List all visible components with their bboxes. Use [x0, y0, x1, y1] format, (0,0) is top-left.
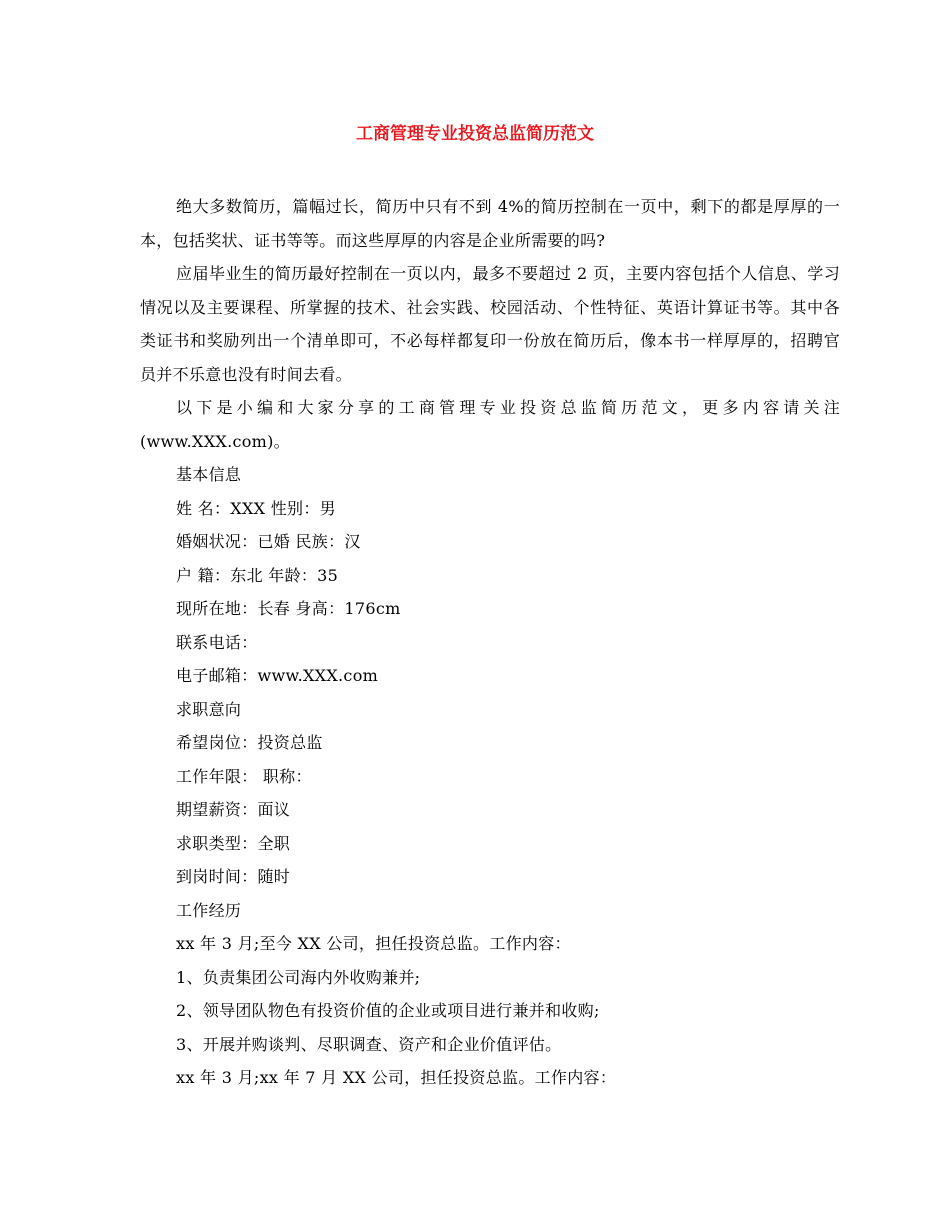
field-desired-position: 希望岗位：投资总监 [176, 733, 323, 752]
work-entry-1-header: xx 年 3 月;至今 XX 公司，担任投资总监。工作内容： [176, 934, 571, 953]
field-expected-salary: 期望薪资：面议 [176, 800, 291, 819]
work-entry-1-duty-3: 3、开展并购谈判、尽职调查、资产和企业价值评估。 [176, 1034, 562, 1054]
field-name-gender: 姓 名：XXX 性别：男 [176, 498, 336, 518]
field-marital-ethnicity: 婚姻状况：已婚 民族：汉 [176, 532, 361, 551]
work-entry-1-duty-1: 1、负责集团公司海内外收购兼并; [176, 967, 421, 987]
field-availability: 到岗时间：随时 [176, 867, 291, 886]
section-heading-job-intention: 求职意向 [176, 699, 242, 719]
intro-paragraph-2: 应届毕业生的简历最好控制在一页以内，最多不要超过 2 页，主要内容包括个人信息、学习情况以及主要课程、所掌握的技术、社会实践、校园活动、个性特征、英语计算证书等。其中各类证书和奖励列出一个清单即可，不必每样都复印一份放在简历后，像本书一样厚厚的，招聘官员并不乐意也没有时间去看。 [140, 264, 840, 384]
intro-paragraph-3: 以下是小编和大家分享的工商管理专业投资总监简历范文，更多内容请关注(www.XXX.com)。 [140, 398, 840, 451]
work-entry-2-header: xx 年 3 月;xx 年 7 月 XX 公司，担任投资总监。工作内容： [176, 1068, 617, 1087]
intro-paragraph-1: 绝大多数简历，篇幅过长，简历中只有不到 4%的简历控制在一页中，剩下的都是厚厚的一本，包括奖状、证书等等。而这些厚厚的内容是企业所需要的吗? [140, 197, 840, 250]
work-entry-1-duty-2: 2、领导团队物色有投资价值的企业或项目进行兼并和收购; [176, 1001, 600, 1020]
field-phone: 联系电话： [176, 632, 258, 652]
field-job-type: 求职类型：全职 [176, 833, 291, 853]
section-heading-basic-info: 基本信息 [176, 465, 242, 484]
field-email: 电子邮箱：www.XXX.com [176, 666, 379, 685]
document-body [140, 190, 840, 1095]
field-work-years-title: 工作年限： 职称： [176, 766, 312, 786]
section-heading-work-experience: 工作经历 [176, 900, 242, 920]
field-household-age: 户 籍：东北 年龄：35 [176, 565, 339, 585]
document-title: 工商管理专业投资总监简历范文 [356, 124, 594, 144]
field-location-height: 现所在地：长春 身高：176cm [176, 599, 401, 618]
